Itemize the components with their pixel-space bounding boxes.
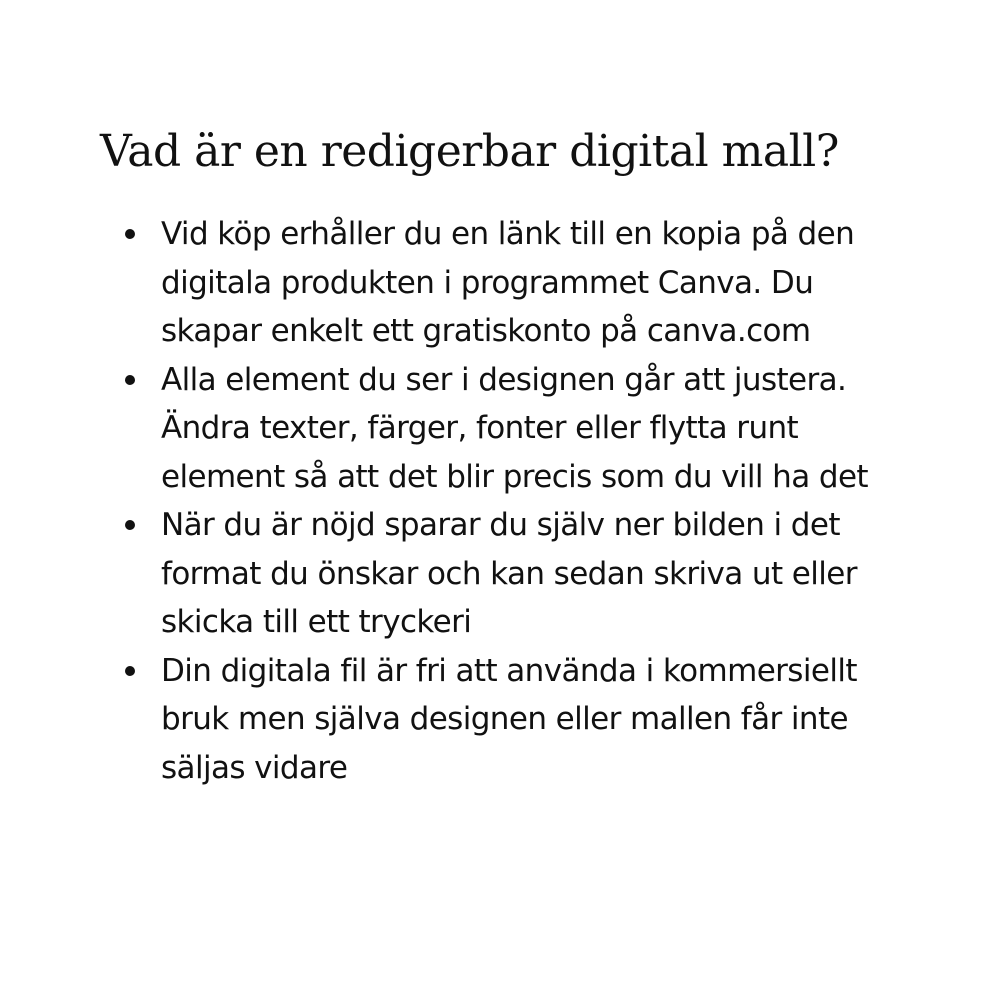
bullet-icon [125,666,135,676]
bullet-list [120,210,910,792]
list-item-text: Vid köp erhåller du en länk till en kopia på den digitala produkten i programmet Canva. Du skapar enkelt ett gratiskonto på canva.com [161,216,855,349]
list-item [120,501,910,647]
page-title: Vad är en redigerbar digital mall? [100,126,839,177]
list-item-text: Din digitala fil är fri att använda i kommersiellt bruk men själva designen eller mallen får inte säljas vidare [161,652,857,786]
list-item-text: Alla element du ser i designen går att justera. Ändra texter, färger, fonter eller flytta runt element så att det blir precis som du vill ha det [161,361,868,495]
bullet-icon [125,520,135,530]
list-item [120,356,910,502]
list-item [120,210,910,356]
bullet-icon [125,229,135,239]
bullet-icon [125,375,135,385]
list-item-text: När du är nöjd sparar du själv ner bilden i det format du önskar och kan sedan skriva ut eller skicka till ett tryckeri [161,507,857,640]
list-item [120,647,910,793]
